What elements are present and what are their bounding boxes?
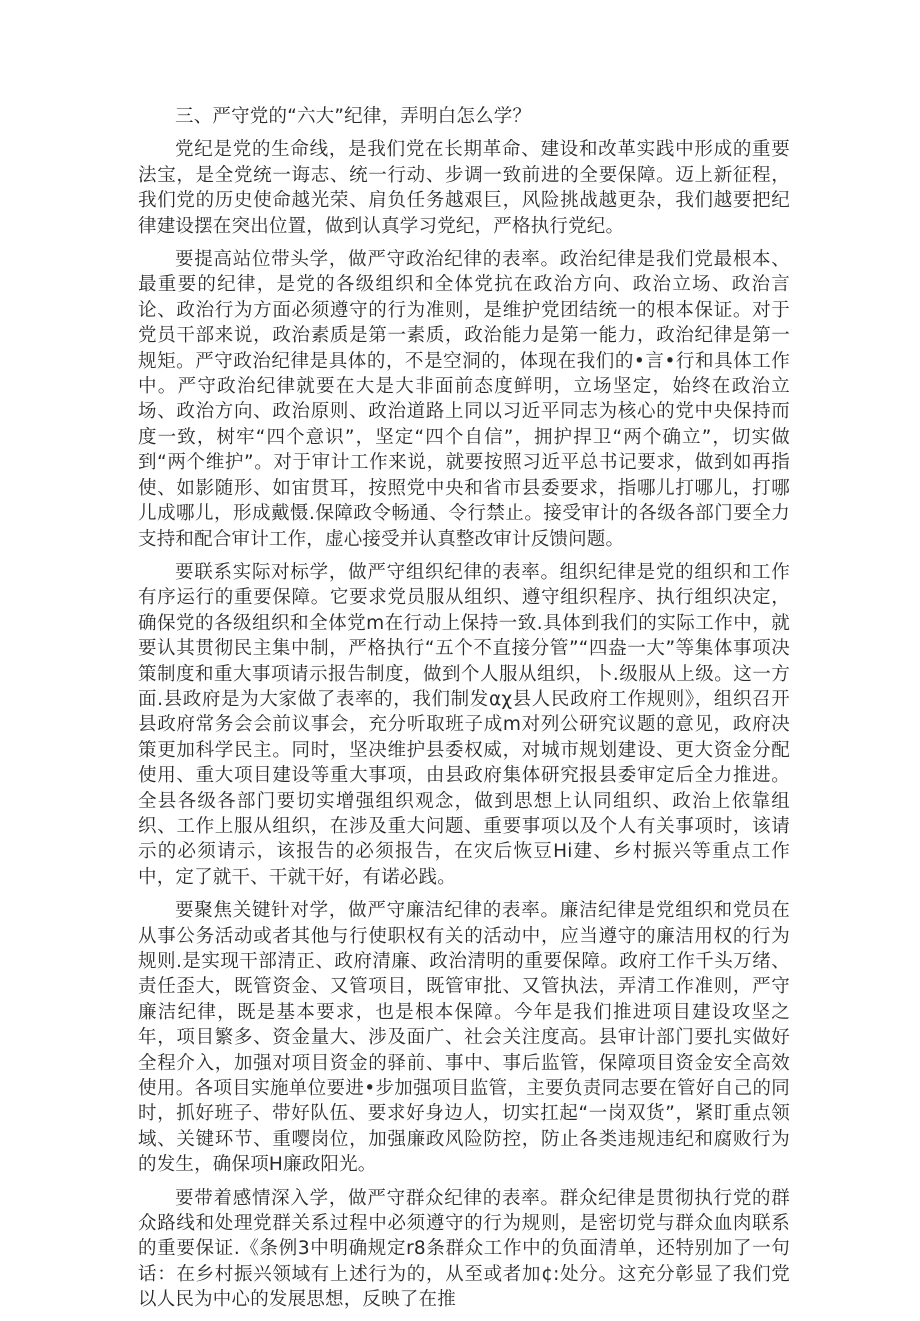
- document-body: [138, 104, 790, 1321]
- paragraph-political-discipline: 要提高站位带头学，做严守政治纪律的表率。政治纪律是我们党最根本、最重要的纪律，是党的各级组织和全体党抗在政治方向、政治立场、政治言论、政治行为方面必须遵守的行为准则，是维护党团结统一的根本保证。对于党员干部来说，政治素质是第一素质，政治能力是第一能力，政治纪律是第一规矩。严守政治纪律是具体的，不是空洞的，体现在我们的•言•行和具体工作中。严守政治纪律就要在大是大非面前态度鲜明，立场坚定，始终在政治立场、政治方向、政治原则、政治道路上同以习近平同志为核心的党中央保持而度一致，树牢“四个意识”，坚定“四个自信”，拥护捍卫“两个确立”，切实做到“两个维护”。对于审计工作来说，就要按照习近平总书记要求，做到如再指使、如影随形、如宙贯耳，按照党中央和省市县委要求，指哪儿打哪儿，打哪儿成哪儿，形成戴慑.保障政令畅通、令行禁止。接受审计的各级各部门要全力支持和配合审计工作，虚心接受并认真整改审计反馈问题。: [138, 249, 790, 550]
- paragraph-mass-discipline: 要带着感情深入学，做严守群众纪律的表率。群众纪律是贯彻执行党的群众路线和处理党群关系过程中必须遵守的行为规则，是密切党与群众血肉联系的重要保证.《条例3中明确规定r8条群众工作中的负面清单，还特别加了一句话：在乡村振兴领域有上述行为的，从至或者加¢:处分。这充分彰显了我们党以人民为中心的发展思想，反映了在推: [138, 1187, 790, 1311]
- paragraph-integrity-discipline: 要聚焦关键针对学，做严守廉洁纪律的表率。廉洁纪律是党组织和党员在从事公务活动或者其他与行使职权有关的活动中，应当遵守的廉洁用权的行为规则.是实现干部清正、政府清廉、政治清明的重要保障。政府工作千头万绪、责任歪大，既管资金、又管项目，既管审批、又管执法，弄清工作准则，严守廉洁纪律，既是基本要求，也是根本保障。今年是我们推进项目建设攻坚之年，项目繁多、资金量大、涉及面广、社会关注度高。县审计部门要扎实做好全程介入，加强对项目资金的驿前、事中、事后监管，保障项目资金安全高效使用。各项目实施单位要进•步加强项目监管，主要负责同志要在管好自己的同时，抓好班子、带好队伍、要求好身边人，切实扛起“一岗双货”，紧盯重点领域、关键环节、重嘤岗位，加强廉政风险防控，防止各类违规违纪和腐败行为的发生，确保项H廉政阳光。: [138, 900, 790, 1176]
- paragraph-organizational-discipline: 要联系实际对标学，做严守组织纪律的表率。组织纪律是党的组织和工作有序运行的重要保障。它要求党员服从组织、遵守组织程序、执行组织决定，确保党的各级组织和全体党m在行动上保持一致.具体到我们的实际工作中，就要认其贯彻民主集中制，严格执行“五个不直接分管”“四盎一大”等集体事项决策制度和重大事项请示报告制度，做到个人服从组织，卜.级服从上级。这一方面.县政府是为大家做了表率的，我们制发αχ县人民政府工作规则》，组织召开县政府常务会会前议事会，充分听取班子成m对列公研究议题的意见，政府决策更加科学民主。同时，坚决维护县委权威，对城市规划建设、更大资金分配使用、重大项目建设等重大事项，由县政府集体研究报县委审定后全力推进。全县各级各部门要切实增强组织观念，做到思想上认同组织、政治上依靠组织、工作上服从组织，在涉及重大问题、重要事项以及个人有关事项时，该请示的必须请示，该报告的必须报告，在灾后恢豆Hi建、乡村振兴等重点工作中，定了就干、干就干好，有诺必践。: [138, 561, 790, 888]
- section-heading: 三、严守党的“六大”纪律，弄明白怎么学？: [175, 106, 532, 127]
- paragraph-intro: 党纪是党的生命线，是我们党在长期革命、建设和改革实践中形成的重要法宝，是全党统一诲志、统一行动、步调一致前进的全要保障。迈上新征程，我们党的历史使命越光荣、肩负任务越艰巨，风险挑战越更杂，我们越要把纪律建设摆在突出位置，做到认真学习党纪，严格执行党纪。: [138, 139, 790, 237]
